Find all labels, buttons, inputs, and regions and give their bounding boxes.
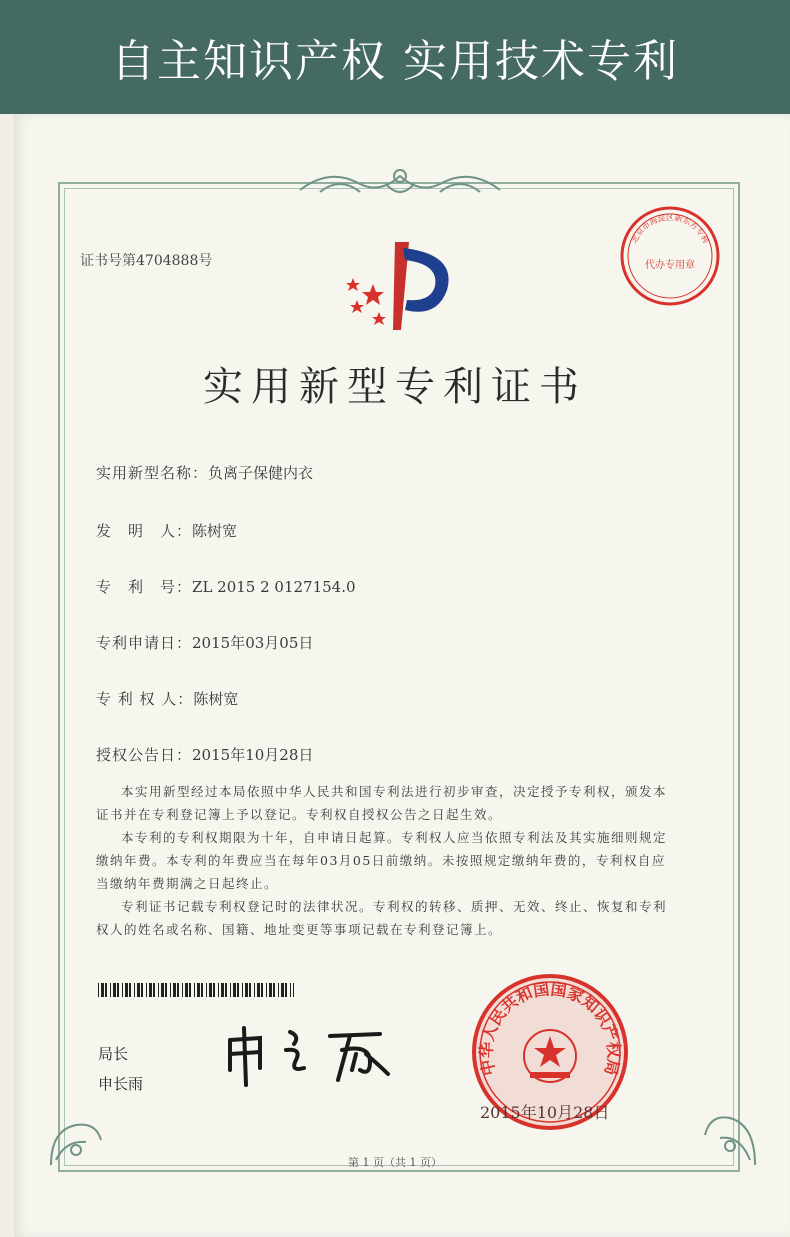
- barcode-bar: [242, 983, 243, 997]
- barcode-bar: [182, 983, 183, 997]
- page-number: 第 1 页（共 1 页）: [348, 1156, 442, 1169]
- barcode-bar: [293, 983, 294, 997]
- field-utility-model-name: [96, 462, 313, 483]
- barcode-bar: [110, 983, 111, 997]
- barcode-bar: [209, 983, 212, 997]
- barcode-bar: [245, 983, 248, 997]
- barcode-bar: [285, 983, 287, 997]
- barcode: [98, 983, 294, 997]
- barcode-bar: [218, 983, 219, 997]
- director-label: 局长: [98, 1045, 129, 1063]
- barcode-bar: [149, 983, 152, 997]
- barcode-bar: [146, 983, 147, 997]
- barcode-bar: [197, 983, 200, 997]
- barcode-bar: [170, 983, 171, 997]
- barcode-bar: [161, 983, 164, 997]
- field-label: 发 明 人：: [96, 522, 193, 540]
- barcode-bar: [278, 983, 279, 997]
- barcode-bar: [173, 983, 176, 997]
- field-value: 陈树宽: [192, 522, 238, 540]
- field-value: 陈树宽: [193, 690, 239, 708]
- barcode-bar: [165, 983, 167, 997]
- barcode-bar: [113, 983, 116, 997]
- barcode-bar: [261, 983, 263, 997]
- field-label: 专利申请日：: [96, 634, 193, 652]
- field-value: 2015年10月28日: [192, 746, 314, 764]
- signature-image: [220, 1010, 400, 1090]
- barcode-bar: [201, 983, 203, 997]
- barcode-bar: [189, 983, 191, 997]
- barcode-bar: [122, 983, 123, 997]
- agency-stamp: [618, 204, 722, 308]
- barcode-bar: [281, 983, 284, 997]
- field-label: 授权公告日：: [96, 746, 193, 764]
- body-paragraph: 本专利的专利权期限为十年，自申请日起算。专利权人应当依照专利法及其实施细则规定缴纳年费。本专利的年费应当在每年03月05日前缴纳。未按照规定缴纳年费的，专利权自应当缴纳年费期满之日起终止。: [96, 830, 668, 891]
- field-value: 2015年03月05日: [192, 634, 314, 652]
- field-inventor: [96, 520, 237, 541]
- barcode-bar: [101, 983, 104, 997]
- body-paragraph: 本实用新型经过本局依照中华人民共和国专利法进行初步审查，决定授予专利权，颁发本证书并在专利登记簿上予以登记。专利权自授权公告之日起生效。: [96, 784, 668, 822]
- barcode-bar: [125, 983, 128, 997]
- certificate-title: 实用新型专利证书: [203, 364, 587, 410]
- certificate-body: [96, 780, 676, 941]
- barcode-bar: [269, 983, 272, 997]
- field-grant-date: [96, 744, 313, 765]
- header-banner: [0, 0, 790, 114]
- barcode-bar: [158, 983, 159, 997]
- director-name: 申长雨: [98, 1075, 144, 1093]
- barcode-bar: [221, 983, 224, 997]
- barcode-bar: [206, 983, 207, 997]
- barcode-bar: [194, 983, 195, 997]
- barcode-bar: [266, 983, 267, 997]
- field-label: 专 利 权 人：: [96, 690, 194, 708]
- barcode-bar: [129, 983, 131, 997]
- body-paragraph: 专利证书记载专利权登记时的法律状况。专利权的转移、质押、无效、终止、恢复和专利权人的姓名或名称、国籍、地址变更等事项记载在专利登记簿上。: [96, 899, 668, 937]
- barcode-bar: [230, 983, 231, 997]
- barcode-bar: [257, 983, 260, 997]
- seal-date: 2015年10月28日: [480, 1103, 610, 1122]
- barcode-bar: [290, 983, 291, 997]
- barcode-bar: [153, 983, 155, 997]
- barcode-bar: [98, 983, 99, 997]
- barcode-bar: [273, 983, 275, 997]
- field-label: 专 利 号：: [96, 578, 193, 596]
- banner-title: 自主知识产权 实用技术专利: [111, 36, 679, 87]
- certificate-number: 证书号第4704888号: [80, 253, 213, 269]
- barcode-bar: [117, 983, 119, 997]
- agency-stamp-center: 代办专用章: [645, 260, 695, 271]
- barcode-bar: [177, 983, 179, 997]
- patent-office-logo: [335, 238, 463, 334]
- barcode-bar: [237, 983, 239, 997]
- barcode-bar: [254, 983, 255, 997]
- barcode-bar: [134, 983, 135, 997]
- barcode-bar: [249, 983, 251, 997]
- agency-stamp-text: 北京市海淀区新东方专利: [629, 213, 711, 245]
- field-label: 实用新型名称：: [96, 464, 209, 482]
- barcode-bar: [105, 983, 107, 997]
- barcode-bar: [141, 983, 143, 997]
- field-patent-number: [96, 576, 356, 597]
- barcode-bar: [233, 983, 236, 997]
- field-value: 负离子保健内衣: [208, 464, 314, 482]
- barcode-bar: [185, 983, 188, 997]
- barcode-bar: [137, 983, 140, 997]
- top-ornament: [290, 162, 510, 202]
- field-value: ZL 2015 2 0127154.0: [192, 578, 356, 596]
- barcode-bar: [225, 983, 227, 997]
- field-patentee: [96, 688, 238, 709]
- seal-text: 中华人民共和国国家知识产权局: [476, 979, 624, 1078]
- field-application-date: [96, 632, 313, 653]
- barcode-bar: [213, 983, 215, 997]
